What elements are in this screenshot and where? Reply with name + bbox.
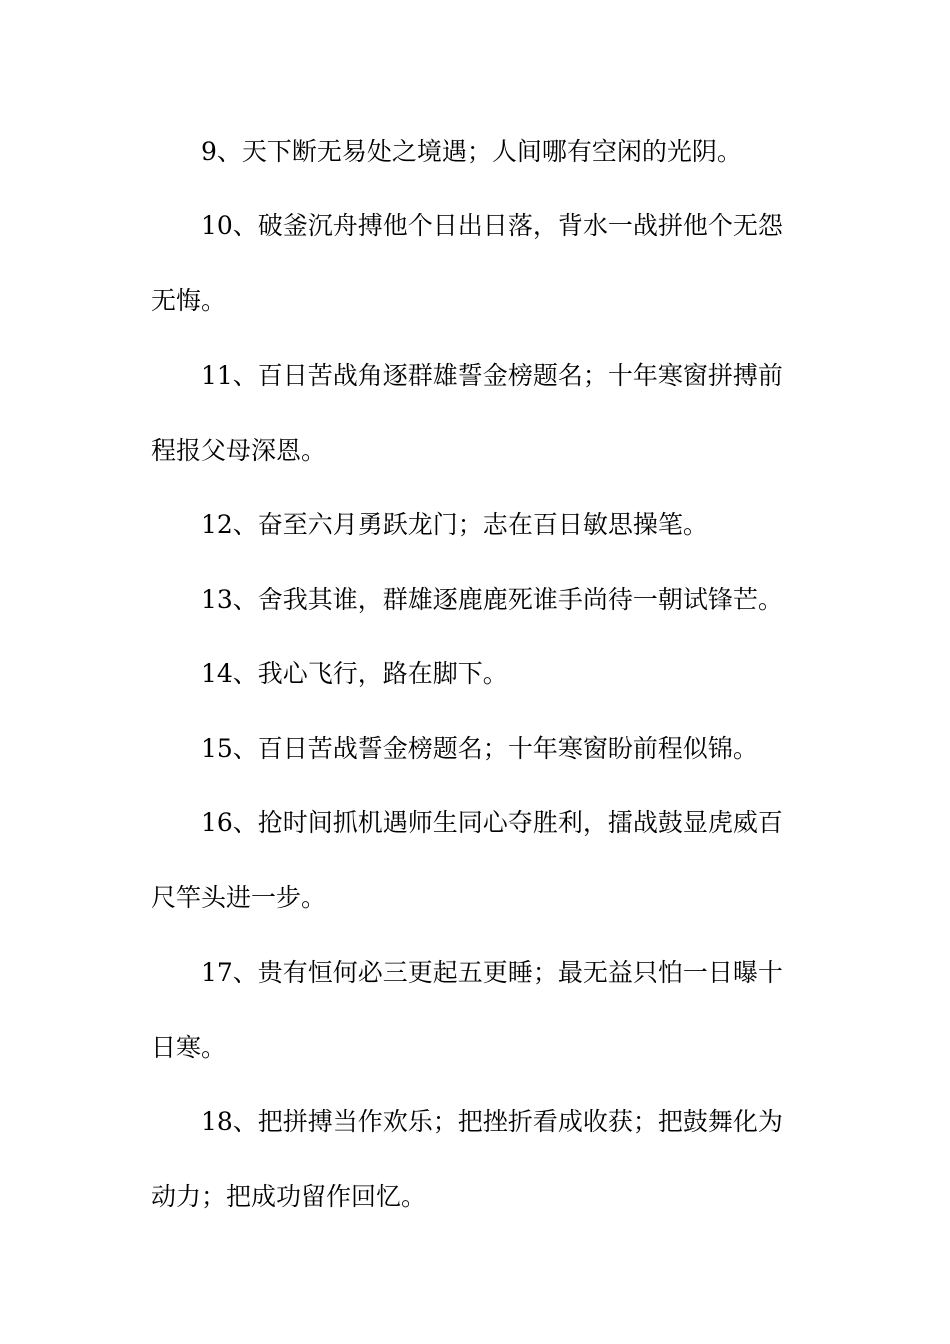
item-16-text: 16、抢时间抓机遇师生同心夺胜利，擂战鼓显虎威百 bbox=[201, 808, 783, 837]
item-18-text: 18、把拼搏当作欢乐；把挫折看成收获；把鼓舞化为 bbox=[201, 1107, 783, 1136]
item-11-continuation: 程报父母深恩。 bbox=[151, 436, 327, 465]
item-15-text: 15、百日苦战誓金榜题名；十年寒窗盼前程似锦。 bbox=[201, 734, 758, 763]
item-16-continuation: 尺竿头进一步。 bbox=[151, 883, 327, 912]
item-14-text: 14、我心飞行，路在脚下。 bbox=[201, 659, 508, 688]
item-11-text: 11、百日苦战角逐群雄誓金榜题名；十年寒窗拼搏前 bbox=[201, 361, 783, 390]
item-17-continuation: 日寒。 bbox=[151, 1033, 227, 1062]
item-18-continuation: 动力；把成功留作回忆。 bbox=[151, 1182, 427, 1211]
item-10-text: 10、破釜沉舟搏他个日出日落，背水一战拼他个无怨 bbox=[201, 211, 783, 240]
item-13-text: 13、舍我其谁，群雄逐鹿鹿死谁手尚待一朝试锋芒。 bbox=[201, 585, 783, 614]
item-12-text: 12、奋至六月勇跃龙门；志在百日敏思操笔。 bbox=[201, 510, 708, 539]
item-9-text: 9、天下断无易处之境遇；人间哪有空闲的光阴。 bbox=[201, 137, 742, 166]
item-17-text: 17、贵有恒何必三更起五更睡；最无益只怕一日曝十 bbox=[201, 958, 783, 987]
item-10-continuation: 无悔。 bbox=[151, 286, 227, 315]
